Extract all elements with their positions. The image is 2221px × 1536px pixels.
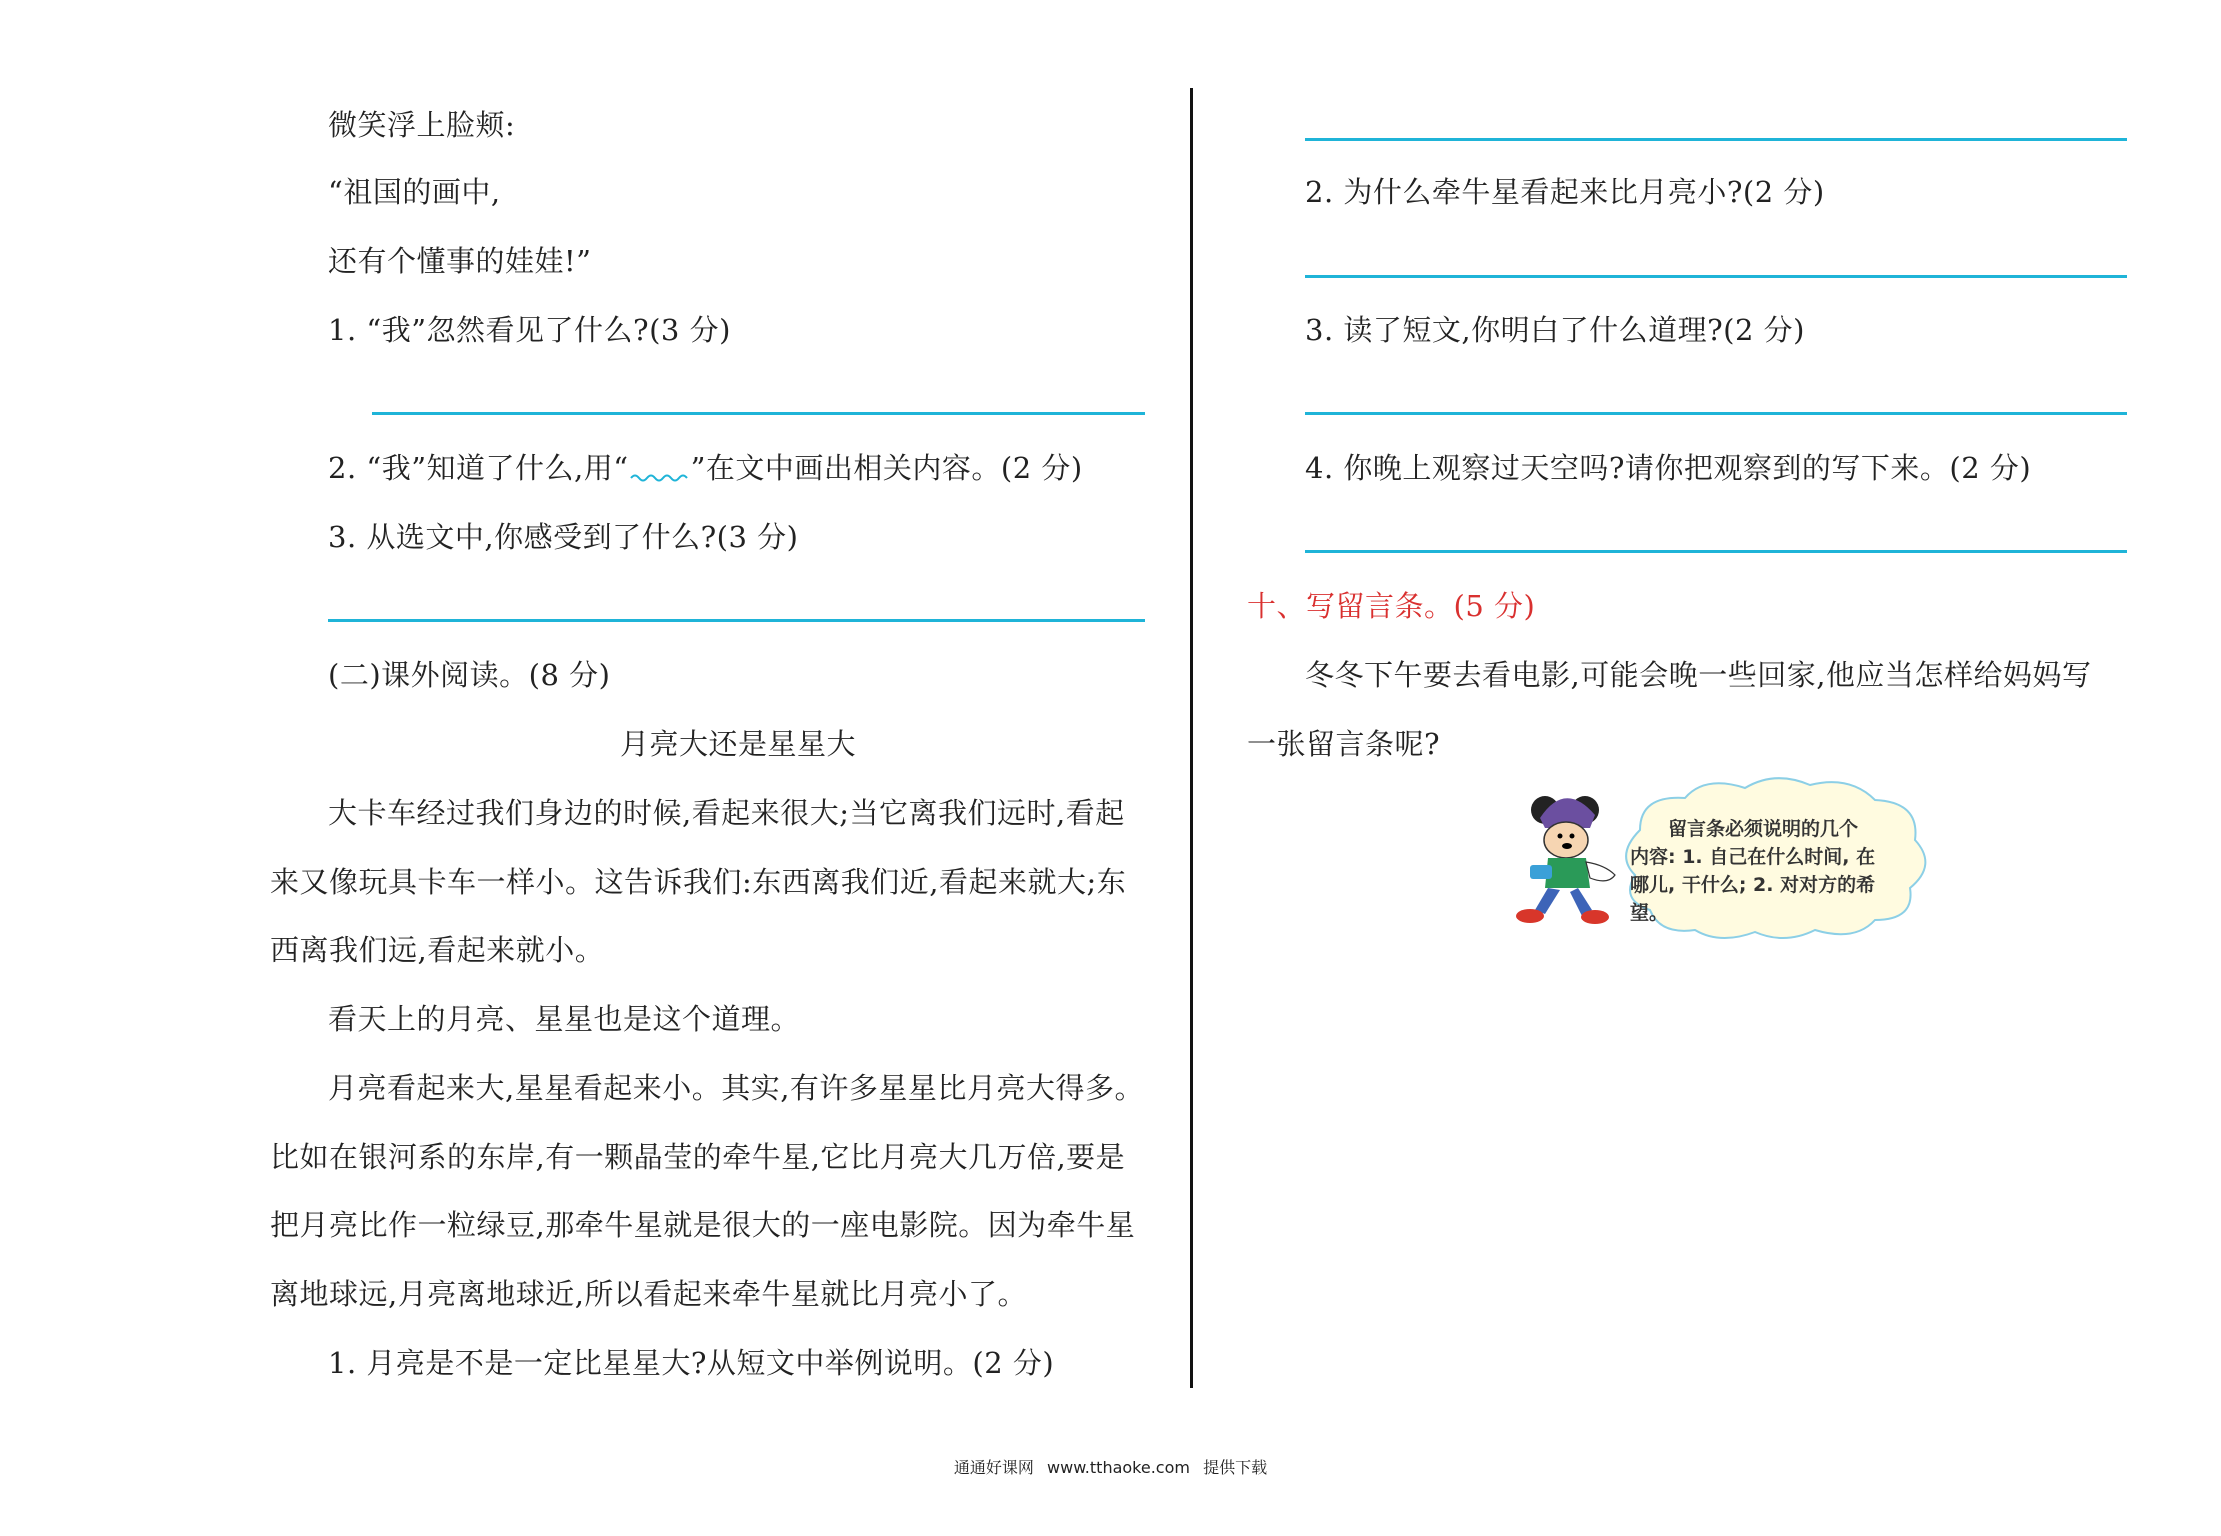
answer-line[interactable] xyxy=(1305,138,2127,141)
article-title: 月亮大还是星星大 xyxy=(620,727,857,761)
column-divider xyxy=(1190,88,1193,1388)
cloud-line: 内容: 1. 自己在什么时间, 在 xyxy=(1630,846,1876,868)
poem-line-1: 微笑浮上脸颊: xyxy=(328,108,516,142)
cloud-line: 留言条必须说明的几个 xyxy=(1668,818,1859,840)
cartoon-mouse-icon xyxy=(1516,796,1615,924)
poem-line-3: 还有个懂事的娃娃!” xyxy=(328,244,592,278)
cloud-note-text xyxy=(1630,815,1920,927)
question-moon-1: 1. 月亮是不是一定比星星大?从短文中举例说明。(2 分) xyxy=(328,1346,1055,1380)
paragraph-line: 把月亮比作一粒绿豆,那牵牛星就是很大的一座电影院。因为牵牛星 xyxy=(270,1208,1136,1242)
cloud-line: 望。 xyxy=(1630,902,1669,924)
question-2-right: 2. 为什么牵牛星看起来比月亮小?(2 分) xyxy=(1305,175,1825,209)
answer-line[interactable] xyxy=(372,412,1145,415)
note-illustration xyxy=(1490,770,1940,945)
question-4-right: 4. 你晚上观察过天空吗?请你把观察到的写下来。(2 分) xyxy=(1305,451,2032,485)
section-heading: (二)课外阅读。(8 分) xyxy=(328,658,611,692)
poem-line-2: “祖国的画中, xyxy=(328,175,501,209)
question-1: 1. “我”忽然看见了什么?(3 分) xyxy=(328,313,731,347)
paragraph-line: 来又像玩具卡车一样小。这告诉我们:东西离我们近,看起来就大;东 xyxy=(270,865,1127,899)
answer-line[interactable] xyxy=(1305,550,2127,553)
cloud-line: 哪儿, 干什么; 2. 对对方的希 xyxy=(1630,874,1876,896)
answer-line[interactable] xyxy=(1305,412,2127,415)
paragraph-line: 看天上的月亮、星星也是这个道理。 xyxy=(328,1002,801,1036)
prompt-line-2: 一张留言条呢? xyxy=(1247,727,1441,761)
section-heading-10: 十、写留言条。(5 分) xyxy=(1247,589,1536,623)
paragraph-line: 比如在银河系的东岸,有一颗晶莹的牵牛星,它比月亮大几万倍,要是 xyxy=(270,1140,1126,1174)
page-footer xyxy=(0,1455,2221,1478)
prompt-line-1: 冬冬下午要去看电影,可能会晚一些回家,他应当怎样给妈妈写 xyxy=(1305,658,2092,692)
question-2 xyxy=(328,448,1083,488)
footer-url[interactable]: www.tthaoke.com xyxy=(1047,1458,1190,1477)
footer-site: 通通好课网 xyxy=(953,1458,1034,1477)
wavy-underline-icon xyxy=(629,460,691,482)
paragraph-line: 大卡车经过我们身边的时候,看起来很大;当它离我们远时,看起 xyxy=(328,796,1125,830)
footer-suffix: 提供下载 xyxy=(1203,1458,1268,1477)
paragraph-line: 月亮看起来大,星星看起来小。其实,有许多星星比月亮大得多。 xyxy=(328,1071,1144,1105)
question-3: 3. 从选文中,你感受到了什么?(3 分) xyxy=(328,520,799,554)
question-2-post: ”在文中画出相关内容。(2 分) xyxy=(690,451,1083,485)
answer-line[interactable] xyxy=(1305,275,2127,278)
paragraph-line: 离地球远,月亮离地球近,所以看起来牵牛星就比月亮小了。 xyxy=(270,1277,1027,1311)
question-3-right: 3. 读了短文,你明白了什么道理?(2 分) xyxy=(1305,313,1805,347)
answer-line[interactable] xyxy=(328,619,1145,622)
question-2-pre: 2. “我”知道了什么,用“ xyxy=(328,451,629,485)
paragraph-line: 西离我们远,看起来就小。 xyxy=(270,933,605,967)
